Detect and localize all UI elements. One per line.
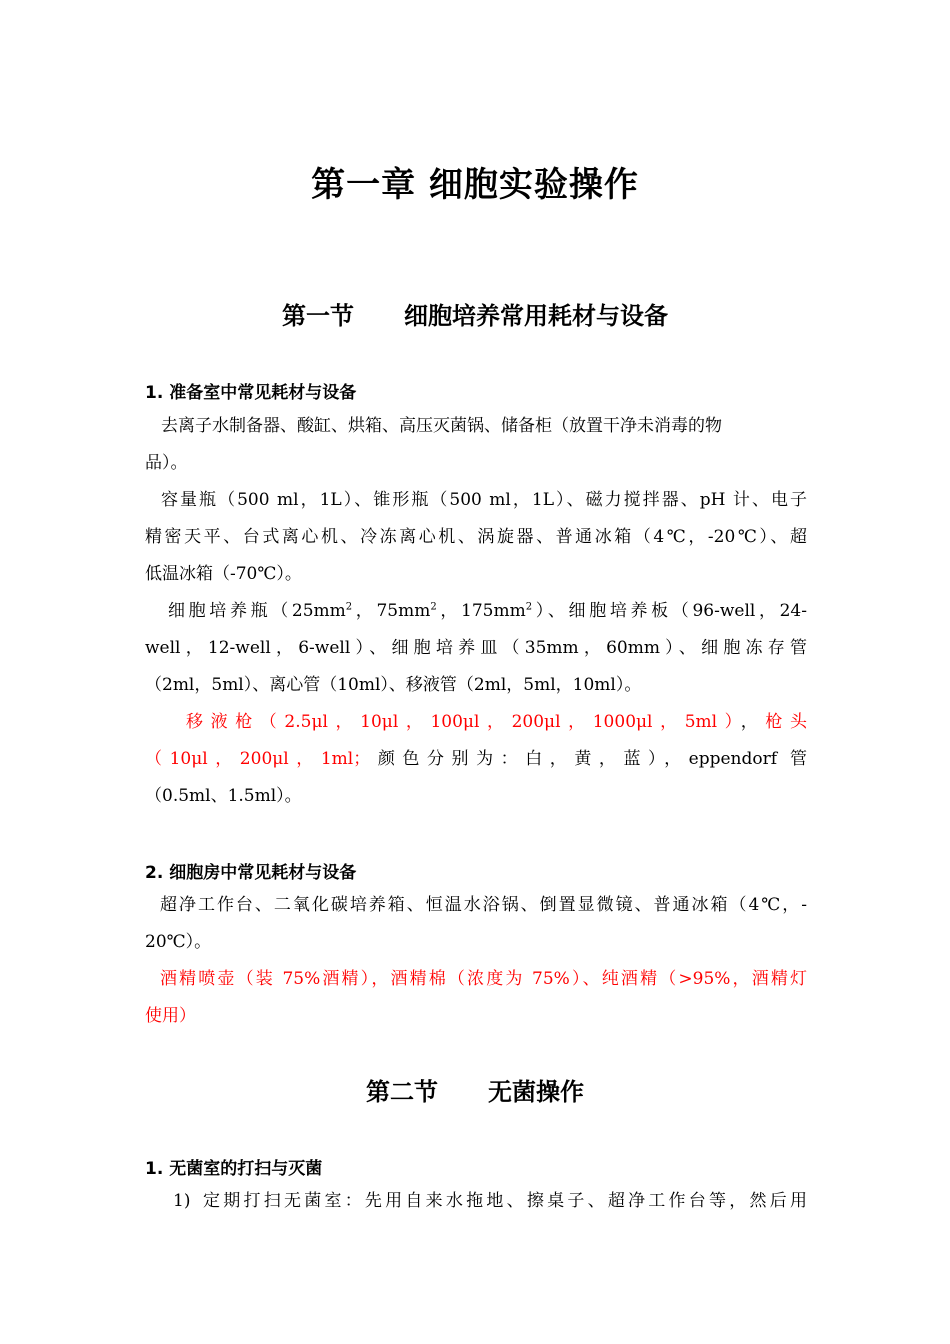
paragraph-line: 去离子水制备器、酸缸、烘箱、高压灭菌锅、储备柜（放置干净未消毒的物 [161,416,722,436]
paragraph-line: （0.5ml、1.5ml）。 [145,786,302,806]
highlighted-line: 酒精喷壶（装 75%酒精），酒精棉（浓度为 75%）、纯酒精（>95%，酒精灯 [160,969,807,989]
paragraph-line: （2ml，5ml）、离心管（10ml）、移液管（2ml，5ml，10ml）。 [145,675,642,695]
chapter-title: 第一章 细胞实验操作 [311,165,639,205]
text-run: 细胞培养瓶（25mm [168,601,346,621]
subsection-heading: 1. 无菌室的打扫与灭菌 [145,1159,323,1179]
highlighted-text: 移液枪（2.5μl，10μl，100μl，200μl，1000μl，5ml） [186,712,741,732]
highlighted-text: （10μl，200μl，1ml； [145,749,371,769]
superscript: 2 [430,601,437,613]
paragraph-line: 品）。 [145,453,188,473]
section-heading-1 [0,296,950,331]
section-title: 细胞培养常用耗材与设备 [404,302,668,330]
superscript: 2 [525,601,533,613]
text-run: ）、细胞培养板（96-well，24- [532,601,807,621]
text-run: 颜色分别为：白，黄，蓝），eppendorf 管 [370,749,807,769]
section-title: 无菌操作 [488,1078,584,1106]
section-label: 第二节 [366,1078,438,1106]
highlighted-text: 枪头 [765,712,807,732]
paragraph-line: 容量瓶（500 ml，1L）、锥形瓶（500 ml，1L）、磁力搅拌器、pH 计、电子 [161,490,807,510]
subsection-heading: 1. 准备室中常见耗材与设备 [145,383,357,403]
section-label: 第一节 [282,302,354,330]
paragraph-line: 20℃）。 [145,932,212,952]
subsection-heading: 2. 细胞房中常见耗材与设备 [145,863,357,883]
paragraph-line: 超净工作台、二氧化碳培养箱、恒温水浴锅、倒置显微镜、普通冰箱（4℃，- [160,895,807,915]
highlighted-line: 使用） [145,1006,196,1026]
text-run: ，175mm [436,601,526,621]
text-run: ，75mm [352,601,431,621]
list-item-text: 定期打扫无菌室：先用自来水拖地、擦桌子、超净工作台等，然后用 [203,1191,807,1211]
section-heading-2 [0,1072,950,1107]
list-number: 1) [173,1191,191,1211]
superscript: 2 [345,601,353,613]
paragraph-line [168,600,807,622]
paragraph-line [145,748,807,770]
paragraph-line: well，12-well，6-well）、细胞培养皿（35mm，60mm）、细胞冻存管 [145,638,807,658]
paragraph-line [186,711,807,733]
paragraph-line: 低温冰箱（-70℃）。 [145,564,302,584]
paragraph-line: 精密天平、台式离心机、冷冻离心机、涡旋器、普通冰箱（4℃，-20℃）、超 [145,527,807,547]
text-run: ， [740,712,766,732]
